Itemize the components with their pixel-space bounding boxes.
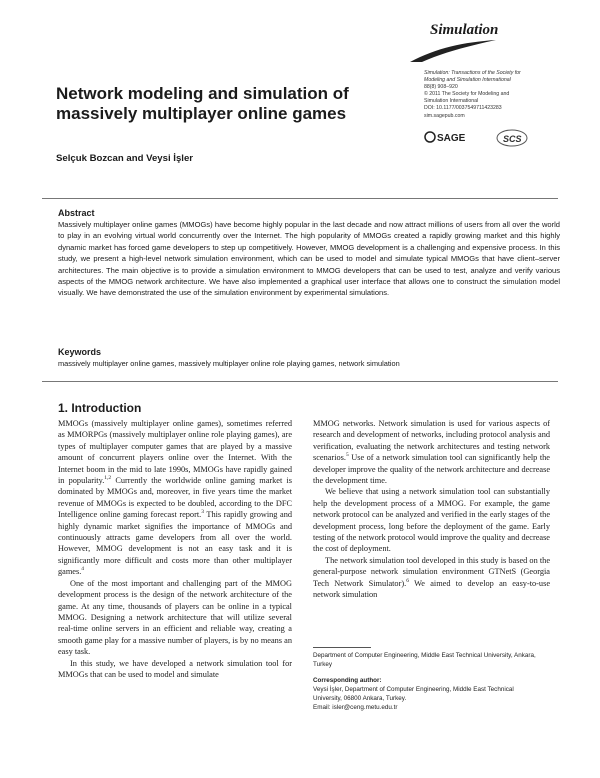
keywords-heading: Keywords — [58, 347, 102, 357]
article-authors: Selçuk Bozcan and Veysi İşler — [56, 153, 194, 164]
footnotes — [313, 651, 553, 712]
paragraph: MMOGs (massively multiplayer online games), sometimes referred as MMORPGs (massively multiplayer online role playing games), are types of multiplayer computer games that are played by a massive amount of concurrent players online over the Internet. With the Internet boom in the mid to late 1990s, MMOGs have rapidly gained in popularity.$^{1,2}$ Currently the worldwide online gaming market is dominated by MMOGs and, moreover, in five years time the market revenue of MMOGs is expected to be doubled, according to the DFC Intelligence online gaming forecast report.$^3$ This rapidly growing and highly dynamic market signifies the importance of MMOGs and continuously attracts game developers from all over the world. However, MMOG development is not an easy task and it is significantly more difficult and costs more than other multiplayer games.$^4$ — [58, 419, 292, 577]
corresponding-email[interactable]: Email: isler@ceng.metu.edu.tr — [313, 704, 398, 711]
abstract-text: Massively multiplayer online games (MMOGs) have become highly popular in the last decade and now attract millions of users from all over the world to play in an evolving virtual world concurrently over the Internet. The high popularity of MMOGs created a rapidly growing market and this highly dynamic market has forced game developers to step up competitively. However, MMOG development is a challenging and expensive process. In this study, we present a high-level network simulation environment, which can be used to model and simulate typical MMOGs that have client–server architectures. The main objective is to provide a simulation environment to MMOG developers that can be used to test, analyze and verify various aspects of the MMOG network architecture. We have also implemented a graphical user interface that allows one to construct the simulation model visually. We have demonstrated the use of the simulation environment by experimental simulations. — [58, 220, 560, 298]
keywords-text: massively multiplayer online games, massively multiplayer online role playing games, network simulation — [58, 359, 400, 368]
abstract-top-rule — [42, 198, 558, 199]
meta-line: © 2011 The Society for Modeling and — [424, 91, 510, 98]
paragraph: One of the most important and challenging part of the MMOG development process is the design of the network architecture of the game. At any time, thousands of players can be online in a typical MMOG. Designing a network architecture that will utilize several real-time online servers in an efficient and reliable way, creating a smooth game play for a massive number of players, is by no means an easy task. — [58, 578, 292, 657]
paragraph: MMOG networks. Network simulation is used for various aspects of research and development of networks, including protocol analysis and verification, evaluating the network architectures and testing network scenarios.$^5$ Use of a network simulation tool can significantly help the developer improve the quality of the network architecture and decrease the development time. — [313, 419, 550, 486]
sage-circle-icon — [425, 132, 435, 142]
sage-logo: SAGE — [437, 133, 466, 144]
article-title: Network modeling and simulation of massively multiplayer online games — [56, 84, 349, 123]
meta-line: DOI: 10.1177/0037549711423283 — [424, 105, 502, 112]
meta-line: sim.sagepub.com — [424, 112, 465, 119]
corresponding-author-heading: Corresponding author: — [313, 677, 382, 684]
body-column-left — [58, 418, 292, 680]
meta-line: Simulation International — [424, 98, 479, 105]
paragraph: In this study, we have developed a network simulation tool for MMOGs that can be used to model and simulate — [58, 658, 292, 679]
journal-metadata — [424, 70, 594, 120]
section-heading-introduction: 1. Introduction — [58, 401, 142, 415]
journal-logo-swoosh — [408, 38, 498, 69]
journal-name: Simulation — [430, 22, 499, 38]
abstract-bottom-rule — [42, 381, 558, 382]
footnote-rule — [313, 647, 371, 648]
meta-line: 88(8) 908–920 — [424, 84, 458, 91]
meta-line: Simulation: Transactions of the Society for — [424, 70, 521, 76]
paragraph: We believe that using a network simulation tool can substantially help the development process of a MMOG. For example, the game network protocol can be analyzed and verified in the early stages of the development process, long before the deployment of the game. Early testing of the network protocol would improve the quality and decrease the cost of deployment. — [313, 487, 550, 554]
body-column-right — [313, 418, 550, 601]
scs-logo-text: SCS — [503, 134, 522, 144]
swoosh-shape — [410, 40, 496, 62]
publisher-logos — [424, 128, 544, 155]
corresponding-line: Veysi İşler, Department of Computer Engineering, Middle East Technical — [313, 686, 514, 693]
abstract-heading: Abstract — [58, 208, 95, 218]
meta-line: Modeling and Simulation International — [424, 77, 511, 84]
paragraph: The network simulation tool developed in this study is based on the general-purpose network simulation environment GTNetS (Georgia Tech Network Simulator).$^6$ We aimed to develop an easy-to-use network simulation — [313, 555, 550, 600]
corresponding-line: University, 06800 Ankara, Turkey. — [313, 695, 407, 702]
affiliation: Department of Computer Engineering, Middle East Technical University, Ankara, Turkey — [313, 652, 536, 668]
